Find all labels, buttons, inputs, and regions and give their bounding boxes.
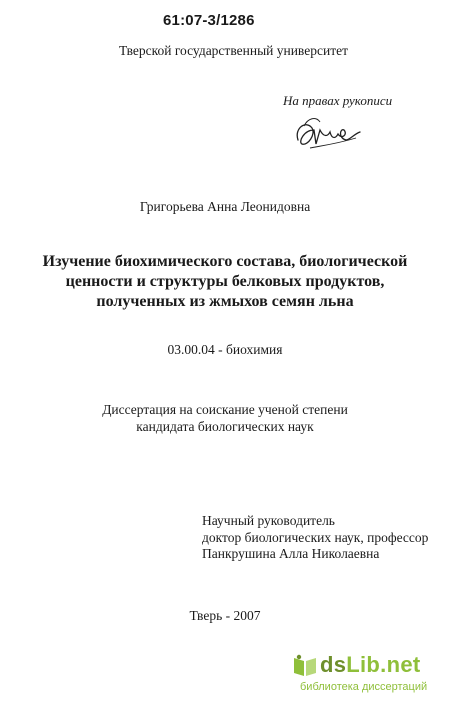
author-name: Григорьева Анна Леонидовна — [139, 199, 311, 214]
handwritten-signature — [290, 110, 370, 160]
dissertation-title — [18, 252, 432, 312]
watermark-brand: dsLib.net — [320, 652, 421, 677]
specialty-code: 03.00.04 - биохимия — [167, 342, 283, 357]
degree-statement — [0, 401, 450, 435]
supervisor-line: Научный руководитель — [202, 513, 335, 528]
book-logo-icon — [292, 654, 318, 678]
document-code: 61:07-3/1286 — [163, 12, 255, 29]
dslib-watermark — [292, 652, 442, 698]
title-line: ценности и структуры белковых продуктов, — [65, 273, 385, 290]
manuscript-rights-note: На правах рукописи — [283, 93, 393, 108]
title-line: Изучение биохимического состава, биологической — [42, 253, 408, 270]
place-and-year: Тверь - 2007 — [189, 608, 261, 623]
university-name: Тверской государственный университет — [119, 43, 348, 58]
supervisor-line: доктор биологических наук, профессор — [202, 529, 429, 545]
degree-line: Диссертация на соискание ученой степени — [102, 402, 348, 417]
supervisor-block — [202, 513, 428, 563]
degree-line: кандидата биологических наук — [136, 419, 314, 434]
watermark-subtitle: библиотека диссертаций — [300, 681, 428, 693]
supervisor-line: Панкрушина Алла Николаевна — [202, 546, 380, 561]
title-line: полученных из жмыхов семян льна — [96, 293, 354, 310]
